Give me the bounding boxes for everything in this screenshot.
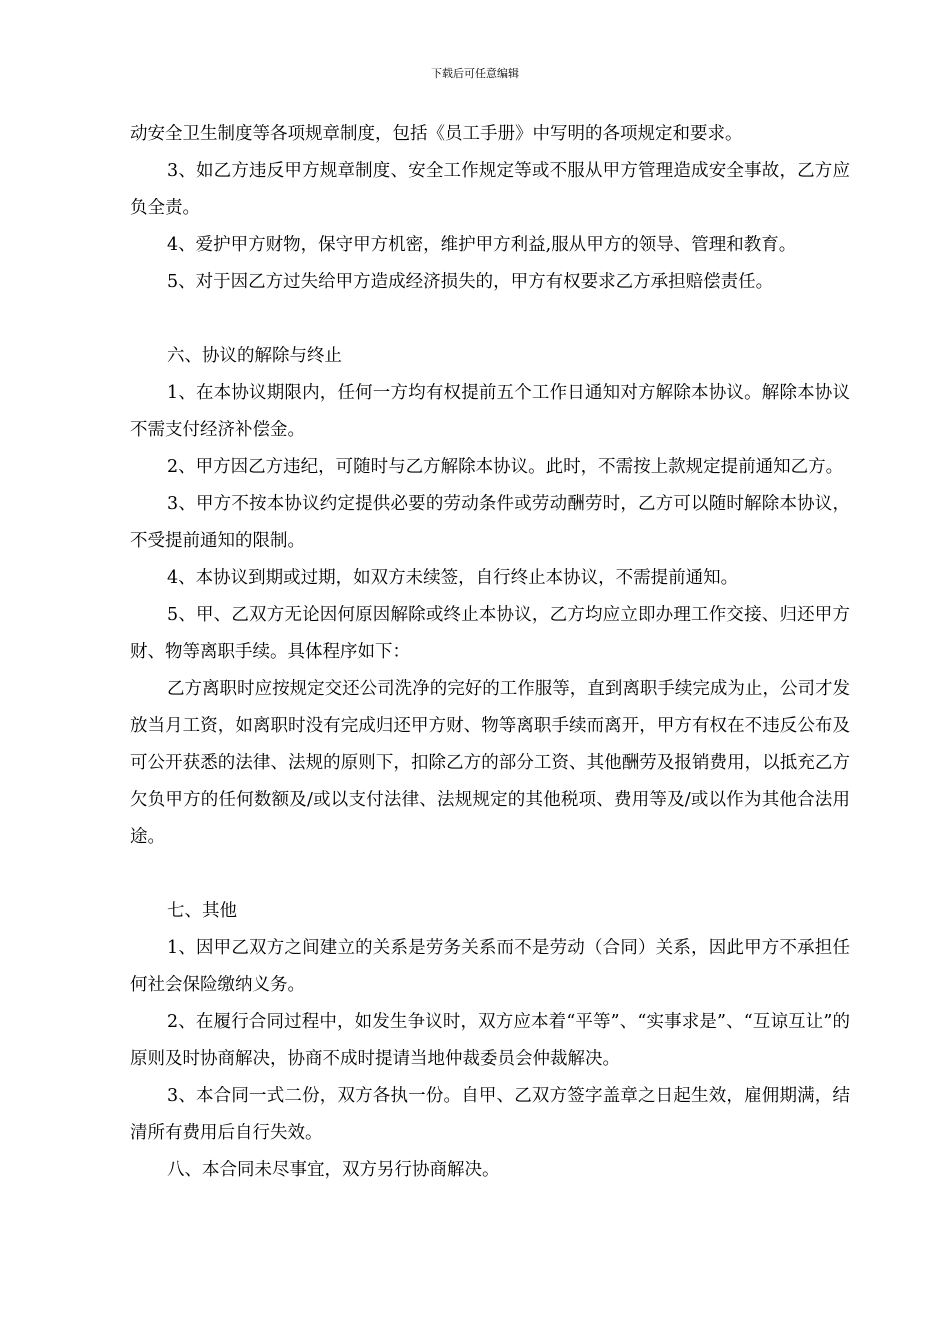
page-header: 下载后可任意编辑 — [431, 67, 519, 80]
section-heading: 六、协议的解除与终止 — [167, 346, 342, 366]
paragraph: 2、甲方因乙方违纪，可随时与乙方解除本协议。此时，不需按上款规定提前通知乙方。 — [167, 457, 844, 477]
document-body — [130, 116, 850, 1189]
paragraph: 3、本合同一式二份，双方各执一份。自甲、乙双方签字盖章之日起生效，雇佣期满，结清所有费用后自行失效。 — [130, 1086, 850, 1143]
paragraph: 乙方离职时应按规定交还公司洗净的完好的工作服等，直到离职手续完成为止，公司才发放当月工资，如离职时没有完成归还甲方财、物等离职手续而离开，甲方有权在不违反公布及可公开获悉的法律、法规的原则下，扣除乙方的部分工资、其他酬劳及报销费用，以抵充乙方欠负甲方的任何数额及/或以支付法律、法规规定的其他税项、费用等及/或以作为其他合法用途。 — [130, 679, 850, 847]
blank-line — [130, 856, 850, 893]
paragraph: 1、因甲乙双方之间建立的关系是劳务关系而不是劳动（合同）关系，因此甲方不承担任何社会保险缴纳义务。 — [130, 938, 850, 995]
paragraph: 3、如乙方违反甲方规章制度、安全工作规定等或不服从甲方管理造成安全事故，乙方应负全责。 — [130, 161, 850, 218]
section-heading: 七、其他 — [167, 901, 237, 921]
blank-line — [130, 301, 850, 338]
paragraph: 4、爱护甲方财物，保守甲方机密，维护甲方利益,服从甲方的领导、管理和教育。 — [167, 235, 797, 255]
paragraph: 4、本协议到期或过期，如双方未续签，自行终止本协议，不需提前通知。 — [167, 568, 739, 588]
paragraph: 5、甲、乙双方无论因何原因解除或终止本协议，乙方均应立即办理工作交接、归还甲方财、物等离职手续。具体程序如下： — [130, 605, 850, 662]
paragraph: 2、在履行合同过程中，如发生争议时，双方应本着“平等”、“实事求是”、“互谅互让”的原则及时协商解决，协商不成时提请当地仲裁委员会仲裁解决。 — [130, 1012, 850, 1069]
paragraph: 3、甲方不按本协议约定提供必要的劳动条件或劳动酬劳时，乙方可以随时解除本协议，不受提前通知的限制。 — [130, 494, 850, 551]
paragraph: 八、本合同未尽事宜，双方另行协商解决。 — [167, 1160, 500, 1180]
paragraph: 5、对于因乙方过失给甲方造成经济损失的，甲方有权要求乙方承担赔偿责任。 — [167, 272, 774, 292]
paragraph: 1、在本协议期限内，任何一方均有权提前五个工作日通知对方解除本协议。解除本协议不需支付经济补偿金。 — [130, 383, 850, 440]
paragraph: 动安全卫生制度等各项规章制度，包括《员工手册》中写明的各项规定和要求。 — [130, 124, 743, 144]
